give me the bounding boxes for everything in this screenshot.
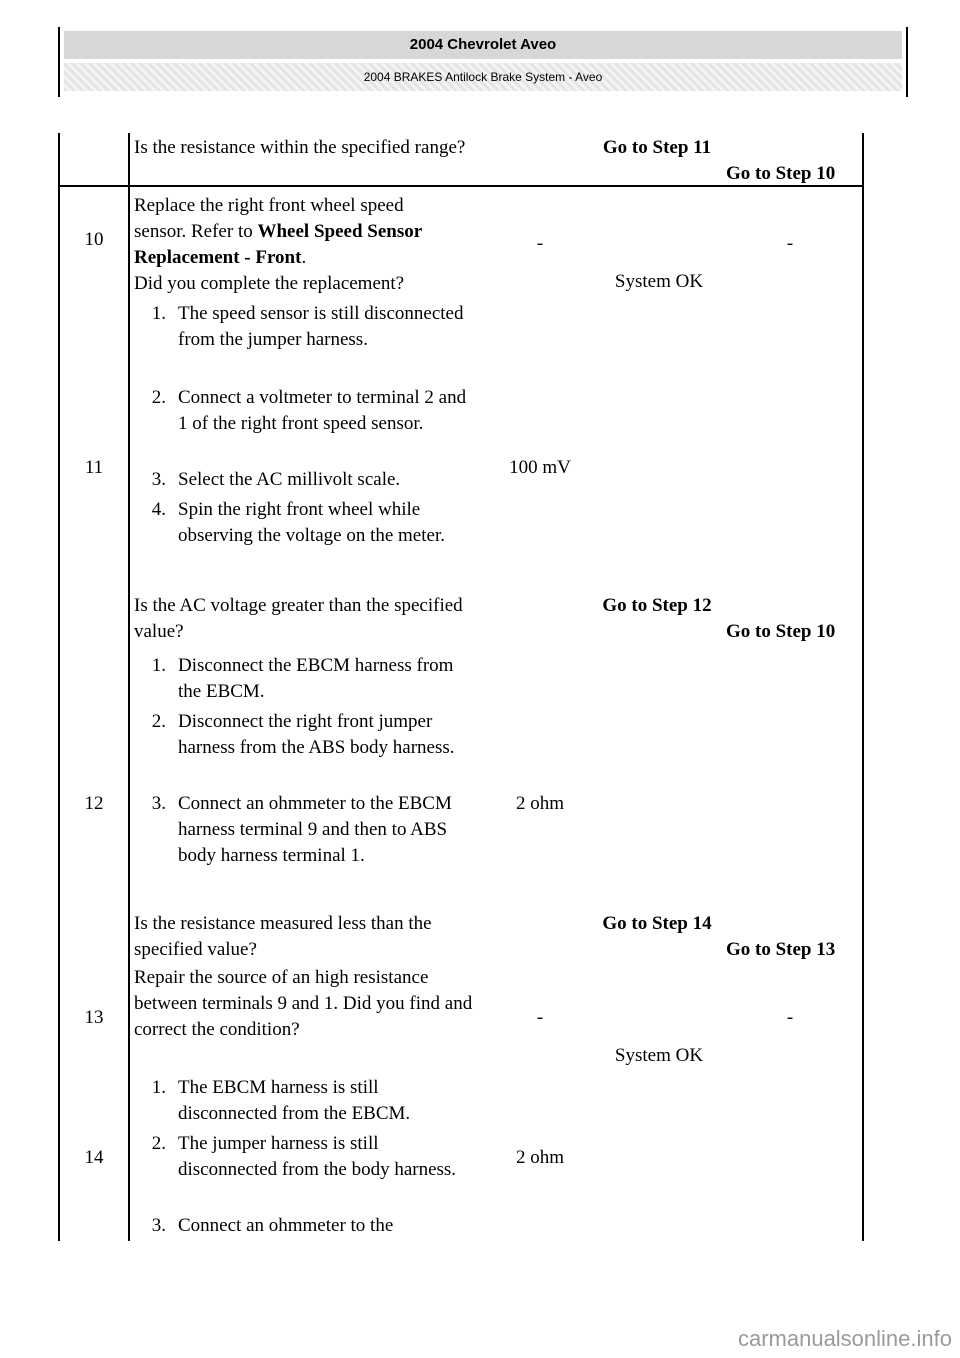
step-column-divider (128, 133, 130, 1241)
step9-yes[interactable]: Go to Step 11 (602, 137, 712, 158)
step9-question: Is the resistance within the specified range? (134, 137, 466, 158)
step13-action: Repair the source of an high resistance between terminals 9 and 1. Did you find and correct the condition? (134, 967, 473, 1040)
step11-yes[interactable]: Go to Step 12 (602, 595, 712, 616)
step9-no[interactable]: Go to Step 10 (726, 163, 836, 184)
step13-no: - (786, 1007, 794, 1028)
document-title: 2004 Chevrolet Aveo (64, 31, 902, 59)
wheel-speed-sensor-link[interactable]: Wheel Speed Sensor Replacement - Front (134, 221, 422, 268)
step12-value: 2 ohm (515, 793, 565, 814)
step13-yes: System OK (614, 1045, 704, 1066)
step13-value: - (536, 1007, 544, 1028)
diagnostic-table: Is the resistance within the specified range? Go to Step 11 Go to Step 10 10 Replace the right front wheel speed sensor. Refer to Wheel Speed Sensor Replacement - Front. Did you complete the replacement? - System OK - 11 1. The speed sensor is still disconnected from the jumper harness. 2. Connect a voltmeter to terminal 2 and 1 of the right front speed sensor. 3. Select the AC millivolt scale. 4. Spin the right front wheel while observing the voltage on the meter. 100 mV Is the AC voltage greater than the specified value? Go to Step 12 Go to Step 10 12 1. Disconnect the EBCM harness from the EBCM. 2. Disconnect the right front jumper harness from the ABS body harness. 3. Connect an ohmmeter to the EBCM harness terminal 9 and then to ABS body harness terminal 1. 2 ohm Is the resistance measured less than the specified value? Go to Step 14 Go to Step 13 13 Repair the source of an high resistance between terminals 9 and 1. Did you find and correct the condition? - System OK - 14 1. The EBCM harness is still disconnected from the EBCM. 2. The jumper harness is still disconnected from the body harness. 3. Connect an ohmmeter to the 2 ohm (58, 133, 864, 1241)
step-number-14: 14 (84, 1147, 104, 1168)
step12-yes[interactable]: Go to Step 14 (602, 913, 712, 934)
step12-question: Is the resistance measured less than the specified value? (134, 913, 432, 960)
step-number-10: 10 (84, 229, 104, 250)
step11-value: 100 mV (509, 457, 571, 478)
document-subtitle: 2004 BRAKES Antilock Brake System - Aveo (64, 63, 902, 91)
step14-value: 2 ohm (515, 1147, 565, 1168)
step-number-13: 13 (84, 1007, 104, 1028)
step10-no: - (786, 233, 794, 254)
watermark: carmanualsonline.info (737, 1326, 952, 1351)
step10-value: - (536, 233, 544, 254)
step12-no[interactable]: Go to Step 13 (726, 939, 836, 960)
step10-action: Replace the right front wheel speed sensor. Refer to Wheel Speed Sensor Replacement - Front. Did you complete the replacement? (134, 195, 422, 294)
step11-question: Is the AC voltage greater than the specified value? (134, 595, 463, 642)
step10-yes: System OK (614, 271, 704, 292)
step11-no[interactable]: Go to Step 10 (726, 621, 836, 642)
document-header (58, 27, 908, 97)
step-number-11: 11 (84, 457, 104, 478)
step-number-12: 12 (84, 793, 104, 814)
